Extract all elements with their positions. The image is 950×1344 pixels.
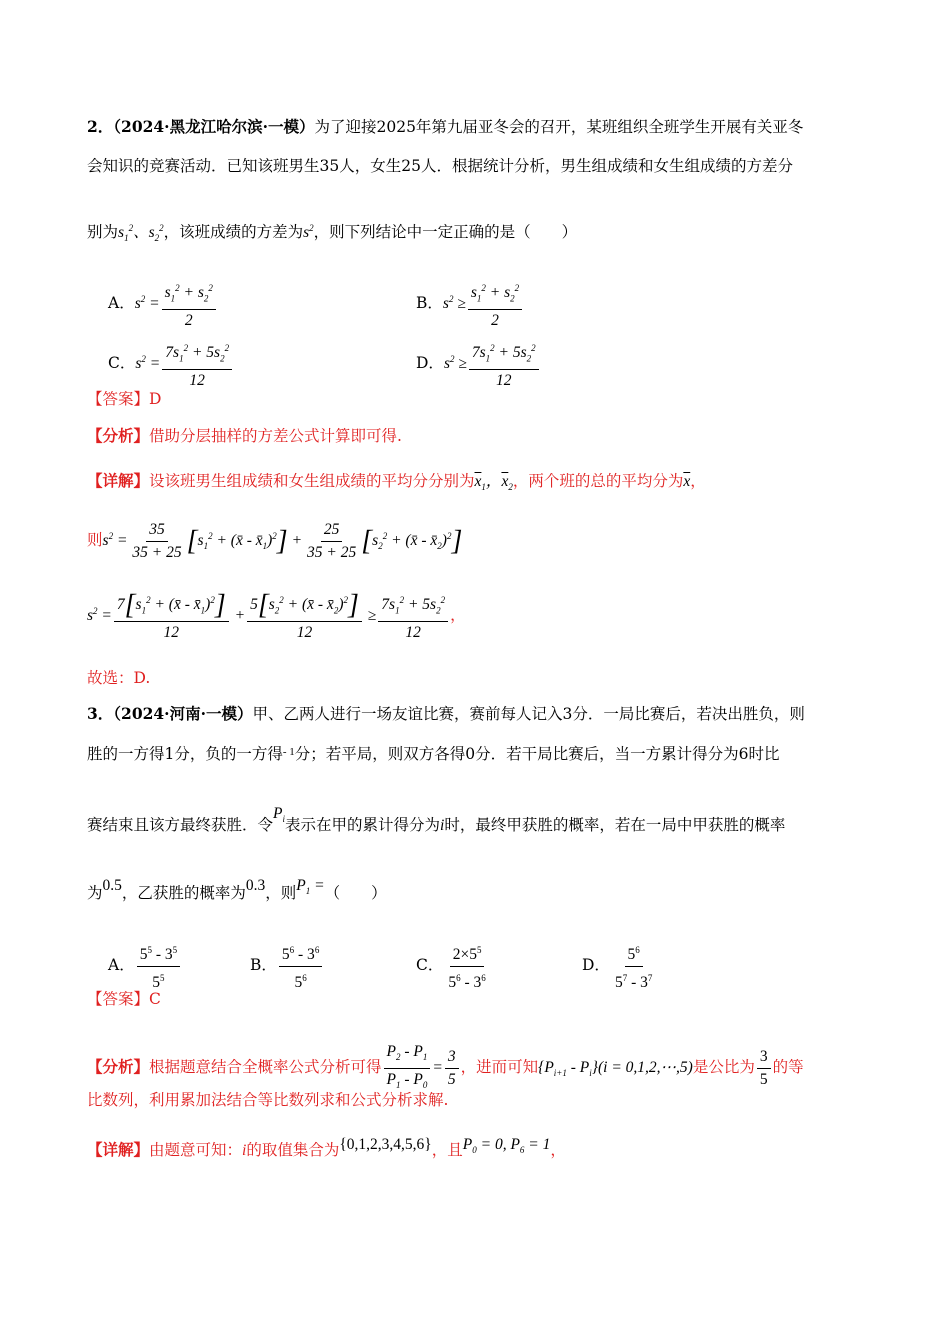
q2-option-a [108, 278, 218, 331]
q3-stem-3a: 赛结束且该方最终获胜．令 [87, 816, 274, 834]
q2-detail-line-1: 【详解】设该班男生组成绩和女生组成绩的平均分分别为$\overline{x}_1$，$\overline{x}_2$，两个班的总的平均分为$\overline{x}$， [87, 471, 706, 493]
q3-var-p1: $P_1$ = [296, 877, 325, 897]
q3-analysis-line-2: 比数列，利用累加法结合等比数列求和公式分析求解. [87, 1091, 449, 1109]
q3-detail-line-1 [87, 1134, 566, 1162]
q3-var-i: i [440, 817, 445, 834]
q2-option-a-label: A． [108, 294, 135, 313]
q2-option-d-formula: $s^2$ ≥ $\frac{7s_1^2 + 5s_2^2}{12}$ [444, 355, 541, 372]
q3-var-i-2: i [242, 1142, 247, 1159]
q3-p-lose: 0.3 [245, 877, 266, 894]
q3-source: （2024·河南·一模） [113, 704, 253, 723]
q2-option-a-formula: $s^2$ = $\frac{s_1^2 + s_2^2}{2}$ [135, 295, 218, 312]
q2-stem-3c: ，则下列结论中一定正确的是（ ） [313, 223, 578, 242]
q3-stem-4b: ，乙获胜的概率为 [121, 884, 246, 902]
q3-answer: 【答案】C [87, 990, 161, 1008]
q2-answer: 【答案】D [87, 390, 162, 408]
q3-set: {0,1,2,3,4,5,6} [339, 1136, 432, 1153]
q3-minus-one: - 1 [282, 746, 295, 758]
q3-analysis-label: 【分析】 [87, 1057, 150, 1077]
q2-formula-2: $s^2$ = $\frac{7[s_1^2 + (x̄ - x̄_1)^2]}{12}$ + $\frac{5[s_2^2 + (x̄ - x̄_2)^2]}{12}$ ≥ $\frac{7s_1^2 + 5s_2^2}{12}$ [87, 607, 450, 624]
q3-option-a-label: A． [108, 956, 135, 975]
q3-option-d-label: D． [582, 956, 610, 975]
q2-formula-1: $s^2$ = $\frac{35}{35 + 25}$ [$s_1^2$ + (x̄ - $x̄_1)^2$] + $\frac{25}{35 + 25}$ [$s_2^2$ + (x̄ - $x̄_2)^2$] [102, 521, 463, 561]
q3-boundary: $P_0 = 0$, $P_6 = 1$ [462, 1136, 551, 1156]
q2-line-2 [87, 155, 793, 177]
q2-mean-vars: $\overline{x}_1$，$\overline{x}_2$ [474, 473, 513, 493]
q3-option-b-formula: $\frac{5^6 - 3^6}{5^6}$ [277, 957, 324, 974]
q3-analysis-1: 根据题意结合全概率公式分析可得 [149, 1058, 382, 1077]
q2-total-mean: $\overline{x}$ [683, 473, 691, 490]
q3-detail-1d: ， [550, 1141, 566, 1159]
q2-detail-line-3: $s^2$ = $\frac{7[s_1^2 + (x̄ - x̄_1)^2]}{12}$ + $\frac{5[s_2^2 + (x̄ - x̄_2)^2]}{12}$ ≥ $\frac{7s_1^2 + 5s_2^2}{12}$ ， [87, 589, 466, 642]
q2-option-c-formula: $s^2$ = $\frac{7s_1^2 + 5s_2^2}{12}$ [135, 355, 234, 372]
q2-option-b-label: B． [416, 294, 443, 313]
q2-option-d [416, 338, 541, 391]
q2-detail-label: 【详解】 [87, 471, 150, 490]
q3-analysis-1c: 是公比为 [692, 1058, 755, 1077]
q3-analysis-1d: 的等 [772, 1058, 804, 1077]
q3-p-win: 0.5 [102, 877, 122, 894]
q2-var-s2: $s^2$ [303, 223, 314, 242]
q2-var-s1s2: $s_1^2$、$s_2^2$ [118, 223, 164, 244]
q3-analysis-1b: ，进而可知 [460, 1058, 539, 1077]
q3-analysis-line-1 [87, 1042, 804, 1095]
q3-stem-3c: 时，最终甲获胜的概率，若在一局中甲获胜的概率 [444, 816, 786, 834]
q2-source: （2024·黑龙江哈尔滨·一模） [113, 117, 315, 136]
q3-stem-4a: 为 [87, 884, 103, 902]
q2-stem-3a: 别为 [87, 223, 119, 242]
q2-option-d-label: D． [416, 354, 444, 373]
q3-line-4 [87, 875, 387, 904]
q3-stem-4c: ，则 [265, 884, 297, 902]
q2-line-1 [87, 116, 803, 138]
q2-detail-line-2 [87, 520, 462, 563]
q3-detail-1c: ，且 [431, 1141, 463, 1159]
q2-analysis [87, 425, 402, 447]
q2-detail-1b: ，两个班的总的平均分为 [512, 472, 684, 490]
q3-ratio: $\frac{3}{5}$ [755, 1059, 773, 1076]
q3-line-3 [87, 803, 785, 837]
q3-number: 3． [87, 704, 114, 723]
q3-detail-1: 由题意可知： [149, 1141, 243, 1159]
q2-analysis-text: 借助分层抽样的方差公式计算即可得. [149, 427, 402, 445]
q3-option-c-formula: $\frac{2\times 5^5}{5^6 - 3^6}$ [443, 957, 490, 974]
q2-stem-3b: ，该班成绩的方差为 [163, 223, 304, 242]
q2-detail-1: 设该班男生组成绩和女生组成绩的平均分分别为 [149, 472, 475, 490]
q2-analysis-label: 【分析】 [87, 426, 150, 445]
q3-detail-label: 【详解】 [87, 1140, 150, 1159]
q3-option-d-formula: $\frac{5^6}{5^7 - 3^7}$ [610, 957, 657, 974]
q3-line-1 [87, 703, 805, 725]
q2-number: 2． [87, 117, 114, 136]
q3-ratio-formula: $\frac{P_2 - P_1}{P_1 - P_0}$ = $\frac{3}{5}$ [382, 1059, 461, 1076]
q2-option-c-label: C． [108, 354, 136, 373]
q3-detail-1b: 的取值集合为 [246, 1141, 340, 1159]
q3-option-b-label: B． [250, 956, 277, 975]
q3-stem-2a: 胜的一方得1分，负的一方得 [87, 745, 283, 763]
q3-option-c [416, 940, 491, 993]
q3-option-c-label: C． [416, 956, 444, 975]
q3-line-2 [87, 741, 780, 765]
q3-stem-4d: （ ） [324, 884, 387, 902]
q2-stem-2: 会知识的竞赛活动．已知该班男生35人，女生25人．根据统计分析，男生组成绩和女生组成绩的方差分 [87, 157, 793, 175]
q3-var-pi: $P_i$ [273, 805, 285, 825]
q2-detail-2: 则 [87, 531, 103, 550]
q2-stem-1: 为了迎接2025年第九届亚冬会的召开，某班组织全班学生开展有关亚冬 [314, 118, 804, 136]
q2-option-c [108, 338, 234, 391]
q3-option-a [108, 940, 182, 993]
q2-option-b-formula: $s^2$ ≥ $\frac{s_1^2 + s_2^2}{2}$ [443, 295, 524, 312]
q3-option-b [250, 940, 324, 993]
q2-option-b [416, 278, 524, 331]
q3-option-a-formula: $\frac{5^5 - 3^5}{5^5}$ [135, 957, 182, 974]
q3-option-d [582, 940, 657, 993]
q2-line-3 [87, 217, 577, 249]
q3-stem-2b: 分；若平局，则双方各得0分．若干局比赛后，当一方累计得分为6时比 [294, 745, 780, 763]
q3-stem-1: 甲、乙两人进行一场友谊比赛，赛前每人记入3分．一局比赛后，若决出胜负，则 [252, 705, 805, 723]
q3-sequence: $\{P_{i+1} - P_i\}(i$ = 0,1,2,⋯,5) [538, 1059, 693, 1079]
q2-conclusion: 故选：D. [87, 669, 151, 687]
q3-stem-3b: 表示在甲的累计得分为 [285, 816, 441, 834]
